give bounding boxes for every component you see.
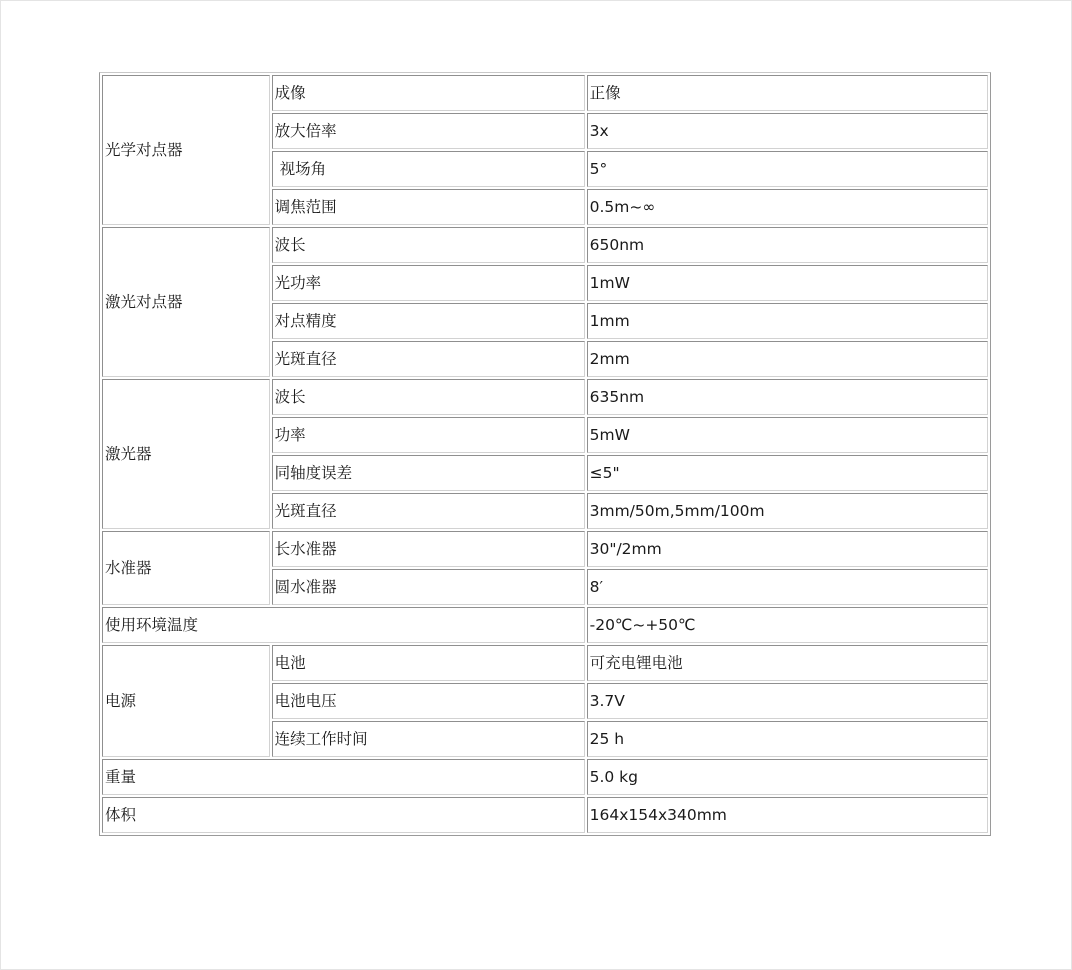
param-name: 光斑直径 — [274, 350, 337, 368]
param-value: 3mm/50m,5mm/100m — [589, 502, 765, 520]
param-value: 正像 — [589, 84, 621, 102]
table-row — [102, 607, 988, 643]
param-value: 8′ — [589, 578, 603, 596]
param-value-cell — [587, 303, 988, 339]
param-value-cell — [587, 417, 988, 453]
param-name: 波长 — [274, 388, 306, 406]
param-value-cell — [587, 797, 988, 833]
param-value-cell — [587, 75, 988, 111]
param-value: 1mW — [589, 274, 630, 292]
param-name-cell — [272, 417, 585, 453]
param-name: 使用环境温度 — [105, 616, 199, 634]
param-name-cell — [102, 607, 585, 643]
param-name: 光斑直径 — [274, 502, 337, 520]
param-name: 长水准器 — [274, 540, 337, 558]
table-row — [102, 797, 988, 833]
param-value: 1mm — [589, 312, 630, 330]
param-name-cell — [272, 379, 585, 415]
param-name: 同轴度误差 — [274, 464, 353, 482]
param-value-cell — [587, 683, 988, 719]
param-name-cell — [272, 265, 585, 301]
group-cell — [102, 75, 270, 225]
param-name: 圆水准器 — [274, 578, 337, 596]
param-name-cell — [272, 683, 585, 719]
spec-table — [99, 72, 991, 836]
param-name-cell — [272, 721, 585, 757]
param-name-cell — [272, 569, 585, 605]
group-label: 激光器 — [105, 445, 152, 463]
param-name: 体积 — [105, 806, 137, 824]
group-label: 电源 — [105, 692, 137, 710]
param-value: ≤5" — [589, 464, 620, 482]
param-value-cell — [587, 645, 988, 681]
param-value: 25 h — [589, 730, 625, 748]
param-value: 635nm — [589, 388, 645, 406]
param-value-cell — [587, 341, 988, 377]
param-name-cell — [102, 797, 585, 833]
param-value-cell — [587, 227, 988, 263]
param-name-cell — [272, 455, 585, 491]
param-name-cell — [272, 493, 585, 529]
param-value-cell — [587, 721, 988, 757]
param-value-cell — [587, 151, 988, 187]
param-name-cell — [272, 151, 585, 187]
table-row — [102, 645, 988, 681]
param-value: 164x154x340mm — [589, 806, 727, 824]
table-row — [102, 379, 988, 415]
param-value-cell — [587, 607, 988, 643]
param-value: 3.7V — [589, 692, 625, 710]
param-name-cell — [272, 531, 585, 567]
param-name: 功率 — [274, 426, 306, 444]
group-cell — [102, 379, 270, 529]
group-cell — [102, 227, 270, 377]
param-value: 5° — [589, 160, 608, 178]
param-name: 电池电压 — [274, 692, 337, 710]
param-name-cell — [272, 113, 585, 149]
group-label: 水准器 — [105, 559, 152, 577]
param-name-cell — [272, 341, 585, 377]
param-name-cell — [102, 759, 585, 795]
table-row — [102, 75, 988, 111]
param-value-cell — [587, 455, 988, 491]
param-value: 650nm — [589, 236, 645, 254]
param-name: 连续工作时间 — [274, 730, 368, 748]
table-row — [102, 227, 988, 263]
param-name: 电池 — [274, 654, 306, 672]
param-value-cell — [587, 569, 988, 605]
group-cell — [102, 531, 270, 605]
param-name: 放大倍率 — [274, 122, 337, 140]
param-name: 光功率 — [274, 274, 322, 292]
param-name-cell — [272, 189, 585, 225]
param-value: 5mW — [589, 426, 630, 444]
param-value: 2mm — [589, 350, 630, 368]
param-value-cell — [587, 759, 988, 795]
param-value: 3x — [589, 122, 609, 140]
param-value-cell — [587, 113, 988, 149]
param-value: -20℃~+50℃ — [589, 616, 696, 634]
group-label: 激光对点器 — [105, 293, 183, 311]
param-name: 对点精度 — [274, 312, 337, 330]
param-name: 波长 — [274, 236, 306, 254]
param-value-cell — [587, 265, 988, 301]
table-row — [102, 531, 988, 567]
param-value-cell — [587, 531, 988, 567]
param-name: 成像 — [274, 84, 306, 102]
param-value-cell — [587, 493, 988, 529]
group-cell — [102, 645, 270, 757]
param-value: 0.5m~∞ — [589, 198, 656, 216]
param-name: 重量 — [105, 768, 137, 786]
param-value: 5.0 kg — [589, 768, 639, 786]
table-row — [102, 759, 988, 795]
param-value-cell — [587, 189, 988, 225]
param-name: 调焦范围 — [274, 198, 337, 216]
param-name-cell — [272, 75, 585, 111]
param-value-cell — [587, 379, 988, 415]
param-name: 视场角 — [279, 160, 327, 178]
param-name-cell — [272, 303, 585, 339]
param-name-cell — [272, 227, 585, 263]
param-value: 30"/2mm — [589, 540, 662, 558]
param-name-cell — [272, 645, 585, 681]
group-label: 光学对点器 — [105, 141, 183, 159]
param-value: 可充电锂电池 — [589, 654, 683, 672]
